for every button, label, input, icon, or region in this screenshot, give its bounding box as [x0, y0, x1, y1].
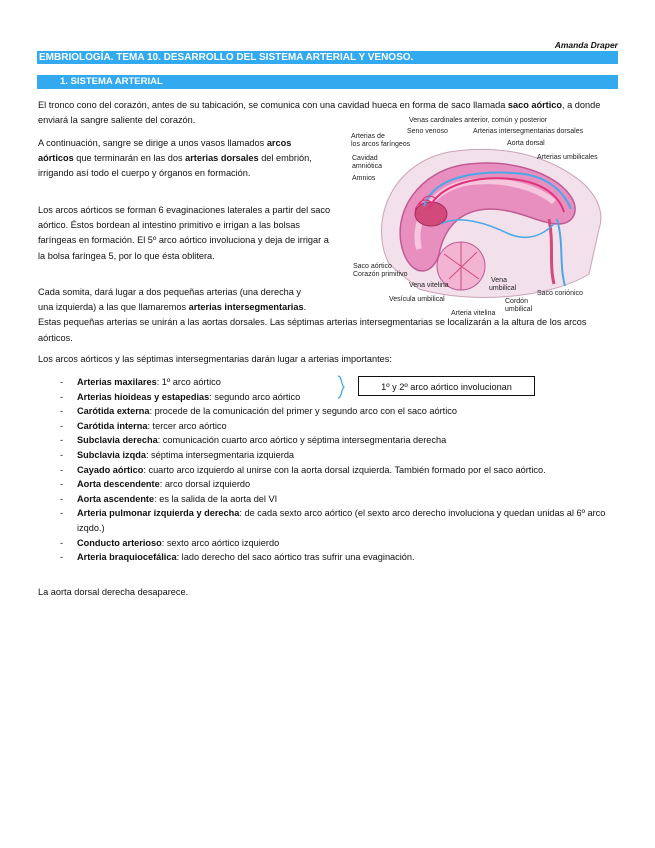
- paragraph-evaginaciones: Los arcos aórticos se forman 6 evaginaciones laterales a partir del saco aórtico. Éstos bordean al intestino primitivo e irrigan a las bolsas faríngeas en formación. El 5º arco aórtico involuciona y deja de irrigar a la bolsa faríngea 5, por lo que ésta oblitera.: [38, 205, 331, 261]
- label-seno-venoso: Seno venoso: [407, 128, 448, 135]
- label-amnios: Amnios: [352, 175, 376, 182]
- list-item: - Aorta descendente: arco dorsal izquierdo: [60, 477, 620, 492]
- label-saco-corionico: Saco coriónico: [537, 290, 583, 297]
- label-venas-cardinales: Venas cardinales anterior, común y posterior: [409, 117, 548, 124]
- list-item: - Cayado aórtico: cuarto arco izquierdo al unirse con la aorta dorsal izquierda. También formado por el saco aórtico.: [60, 463, 620, 478]
- label-vena-umbilical: Vena: [491, 277, 507, 284]
- paragraph-arcos-aorticos: A continuación, sangre se dirige a unos vasos llamados arcos aórticos que terminarán en las dos arterias dorsales del embrión, irrigando así todo el cuerpo y órganos en formación.: [38, 138, 312, 179]
- label-saco-aortico: Saco aórtico: [353, 263, 392, 270]
- list-item: - Carótida externa: procede de la comunicación del primer y segundo arco con el saco aórtico: [60, 404, 620, 419]
- embryo-arterial-figure: [349, 114, 619, 319]
- label-arterias-intersegmentarias: Arterias intersegmentarias dorsales: [473, 128, 584, 135]
- list-item: - Arteria braquiocefálica: lado derecho del saco aórtico tras sufrir una evaginación.: [60, 550, 620, 565]
- label-arterias-arcos: Arterias de: [351, 133, 385, 140]
- paragraph-aorta-dorsal-derecha: La aorta dorsal derecha desaparece.: [38, 587, 189, 597]
- document-title-bar: EMBRIOLOGÍA. TEMA 10. DESARROLLO DEL SISTEMA ARTERIAL Y VENOSO.: [37, 51, 618, 64]
- label-vena-vitelina: Vena vitelina: [409, 282, 449, 289]
- list-item: - Subclavia derecha: comunicación cuarto arco aórtico y séptima intersegmentaria derecha: [60, 433, 620, 448]
- list-item: - Arteria pulmonar izquierda y derecha: de cada sexto arco aórtico (el sexto arco derecho involuciona y quedan unidas al 6º arco izqdo.): [60, 506, 620, 535]
- author-name: Amanda Draper: [554, 40, 618, 50]
- label-corazon-primitivo: Corazón primitivo: [353, 271, 408, 278]
- list-item: - Subclavia izqda: séptima intersegmentaria izquierda: [60, 448, 620, 463]
- label-cordon-umbilical: Cordón: [505, 298, 528, 305]
- list-item: - Arterias maxilares: 1º arco aórtico: [60, 375, 620, 390]
- label-vesicula-umbilical: Vesícula umbilical: [389, 296, 445, 303]
- paragraph-arterias-importantes: Los arcos aórticos y las séptimas intersegmentarias darán lugar a arterias importantes:: [38, 354, 392, 364]
- label-cavidad-amniotica: Cavidad: [352, 155, 378, 162]
- list-item: - Conducto arterioso: sexto arco aórtico izquierdo: [60, 536, 620, 551]
- label-arterias-arcos-2: los arcos faríngeos: [351, 141, 411, 148]
- label-vena-umbilical-2: umbilical: [489, 285, 517, 292]
- list-item: - Carótida interna: tercer arco aórtico: [60, 419, 620, 434]
- paragraph-saco-aortico: El tronco cono del corazón, antes de su tabicación, se comunica con una cavidad hueca en forma de saco llamada saco aórtico, a donde enviará la sangre saliente del corazón.: [38, 100, 601, 126]
- arteries-list: [60, 375, 620, 565]
- label-arteria-vitelina: Arteria vitelina: [451, 310, 496, 317]
- label-cordon-umbilical-2: umbilical: [505, 306, 533, 313]
- label-cavidad-amniotica-2: amniótica: [352, 163, 382, 170]
- list-item: - Aorta ascendente: es la salida de la aorta del VI: [60, 492, 620, 507]
- section-heading: 1. SISTEMA ARTERIAL: [37, 75, 618, 89]
- paragraph-intersegmentarias-text: Cada somita, dará lugar a dos pequeñas arterias (una derecha y una izquierda) a las que llamaremos arterias intersegmentarias. Estas pequeñas arterias se unirán a las aortas dorsales. Las séptimas arterias intersegmentarias se localizarán a la altura de los arcos aórticos.: [38, 287, 587, 343]
- list-item: - Arterias hioideas y estapedias: segundo arco aórtico: [60, 390, 620, 405]
- note-box-involucionan: 1º y 2º arco aórtico involucionan: [358, 376, 535, 396]
- label-aorta-dorsal: Aorta dorsal: [507, 140, 545, 147]
- label-arterias-umbilicales: Arterias umbilicales: [537, 154, 598, 161]
